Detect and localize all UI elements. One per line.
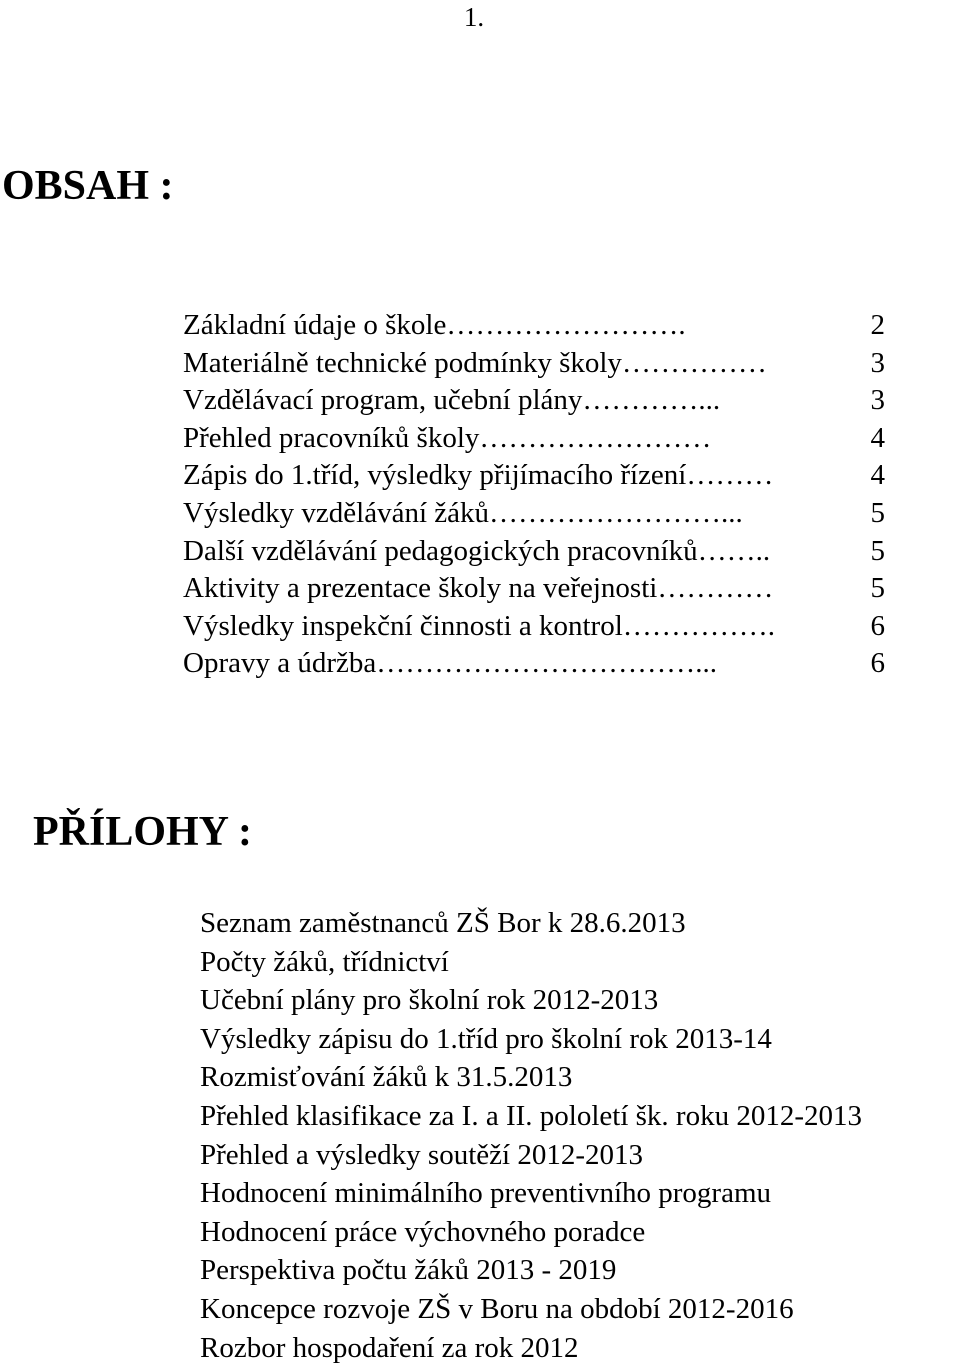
attachment-item: Rozmisťování žáků k 31.5.2013 [200, 1061, 573, 1094]
toc-entry [183, 307, 885, 345]
attachment-item: Rozbor hospodaření za rok 2012 [200, 1331, 579, 1364]
toc-entry-title: Aktivity a prezentace školy na veřejnosti [183, 572, 658, 605]
toc-entry-leader: ………… [657, 572, 774, 605]
attachment-item: Perspektiva počtu žáků 2013 - 2019 [200, 1254, 617, 1287]
toc-entry-title: Další vzdělávání pedagogických pracovníků [183, 534, 698, 567]
attachment-item: Hodnocení minimálního preventivního programu [200, 1177, 772, 1210]
toc-entry [183, 495, 885, 533]
toc-entry-title: Základní údaje o škole [183, 309, 447, 341]
toc-entry-page: 4 [870, 421, 885, 454]
toc-entry-page: 6 [870, 647, 885, 680]
toc-entry-page: 5 [870, 496, 885, 529]
toc-entry-page: 4 [870, 459, 885, 492]
toc-entry-page: 3 [870, 346, 885, 379]
toc-entry-title: Vzdělávací program, učební plány [183, 384, 583, 417]
contents-heading: OBSAH : [2, 163, 174, 209]
attachment-item: Přehled a výsledky soutěží 2012-2013 [200, 1138, 643, 1171]
attachment-item: Výsledky zápisu do 1.tříd pro školní rok 2013-14 [200, 1022, 772, 1055]
toc-entry-title: Přehled pracovníků školy [183, 421, 480, 454]
toc-entry-leader: ……………. [622, 609, 776, 642]
attachment-item: Počty žáků, třídnictví [200, 945, 449, 978]
attachment-item: Seznam zaměstnanců ZŠ Bor k 28.6.2013 [200, 907, 686, 939]
attachment-item: Učební plány pro školní rok 2012-2013 [200, 984, 659, 1017]
toc-entry-leader: …………... [582, 384, 721, 417]
toc-entry-leader: ……………………... [489, 496, 743, 529]
toc-entry-leader: ……………………………... [376, 647, 717, 680]
toc-entry [183, 420, 885, 458]
toc-entry-leader: ……………………. [446, 309, 686, 341]
toc-entry-leader: ……… [686, 459, 774, 492]
toc-entry-title: Zápis do 1.tříd, výsledky přijímacího řízení [183, 459, 687, 492]
toc-entry-page: 2 [870, 309, 885, 341]
toc-entry-page: 3 [870, 384, 885, 417]
attachments-heading: PŘÍLOHY : [33, 809, 252, 855]
toc-entry-page: 5 [870, 534, 885, 567]
toc-entry-page: 5 [870, 572, 885, 605]
attachments-list [200, 904, 862, 1367]
toc-entry-leader: …….. [697, 534, 771, 567]
attachment-item: Hodnocení práce výchovného poradce [200, 1215, 646, 1248]
toc-entry-title: Výsledky vzdělávání žáků [183, 496, 490, 529]
toc-entry [183, 457, 885, 495]
attachment-item: Koncepce rozvoje ZŠ v Boru na období 2012-2016 [200, 1292, 794, 1325]
toc-entry-leader: …………………… [479, 421, 712, 454]
toc-entry-leader: …………… [621, 346, 767, 379]
toc-entry [183, 570, 885, 608]
toc-entry-title: Opravy a údržba [183, 647, 377, 680]
table-of-contents [183, 307, 885, 683]
toc-entry-title: Výsledky inspekční činnosti a kontrol [183, 609, 623, 642]
toc-entry-page: 6 [870, 609, 885, 642]
toc-entry [183, 533, 885, 571]
toc-entry-title: Materiálně technické podmínky školy [183, 346, 622, 379]
page-number: 1. [463, 2, 485, 32]
toc-entry [183, 645, 885, 683]
attachment-item: Přehled klasifikace za I. a II. pololetí šk. roku 2012-2013 [200, 1099, 862, 1132]
toc-entry [183, 382, 885, 420]
toc-entry [183, 345, 885, 383]
toc-entry [183, 608, 885, 646]
